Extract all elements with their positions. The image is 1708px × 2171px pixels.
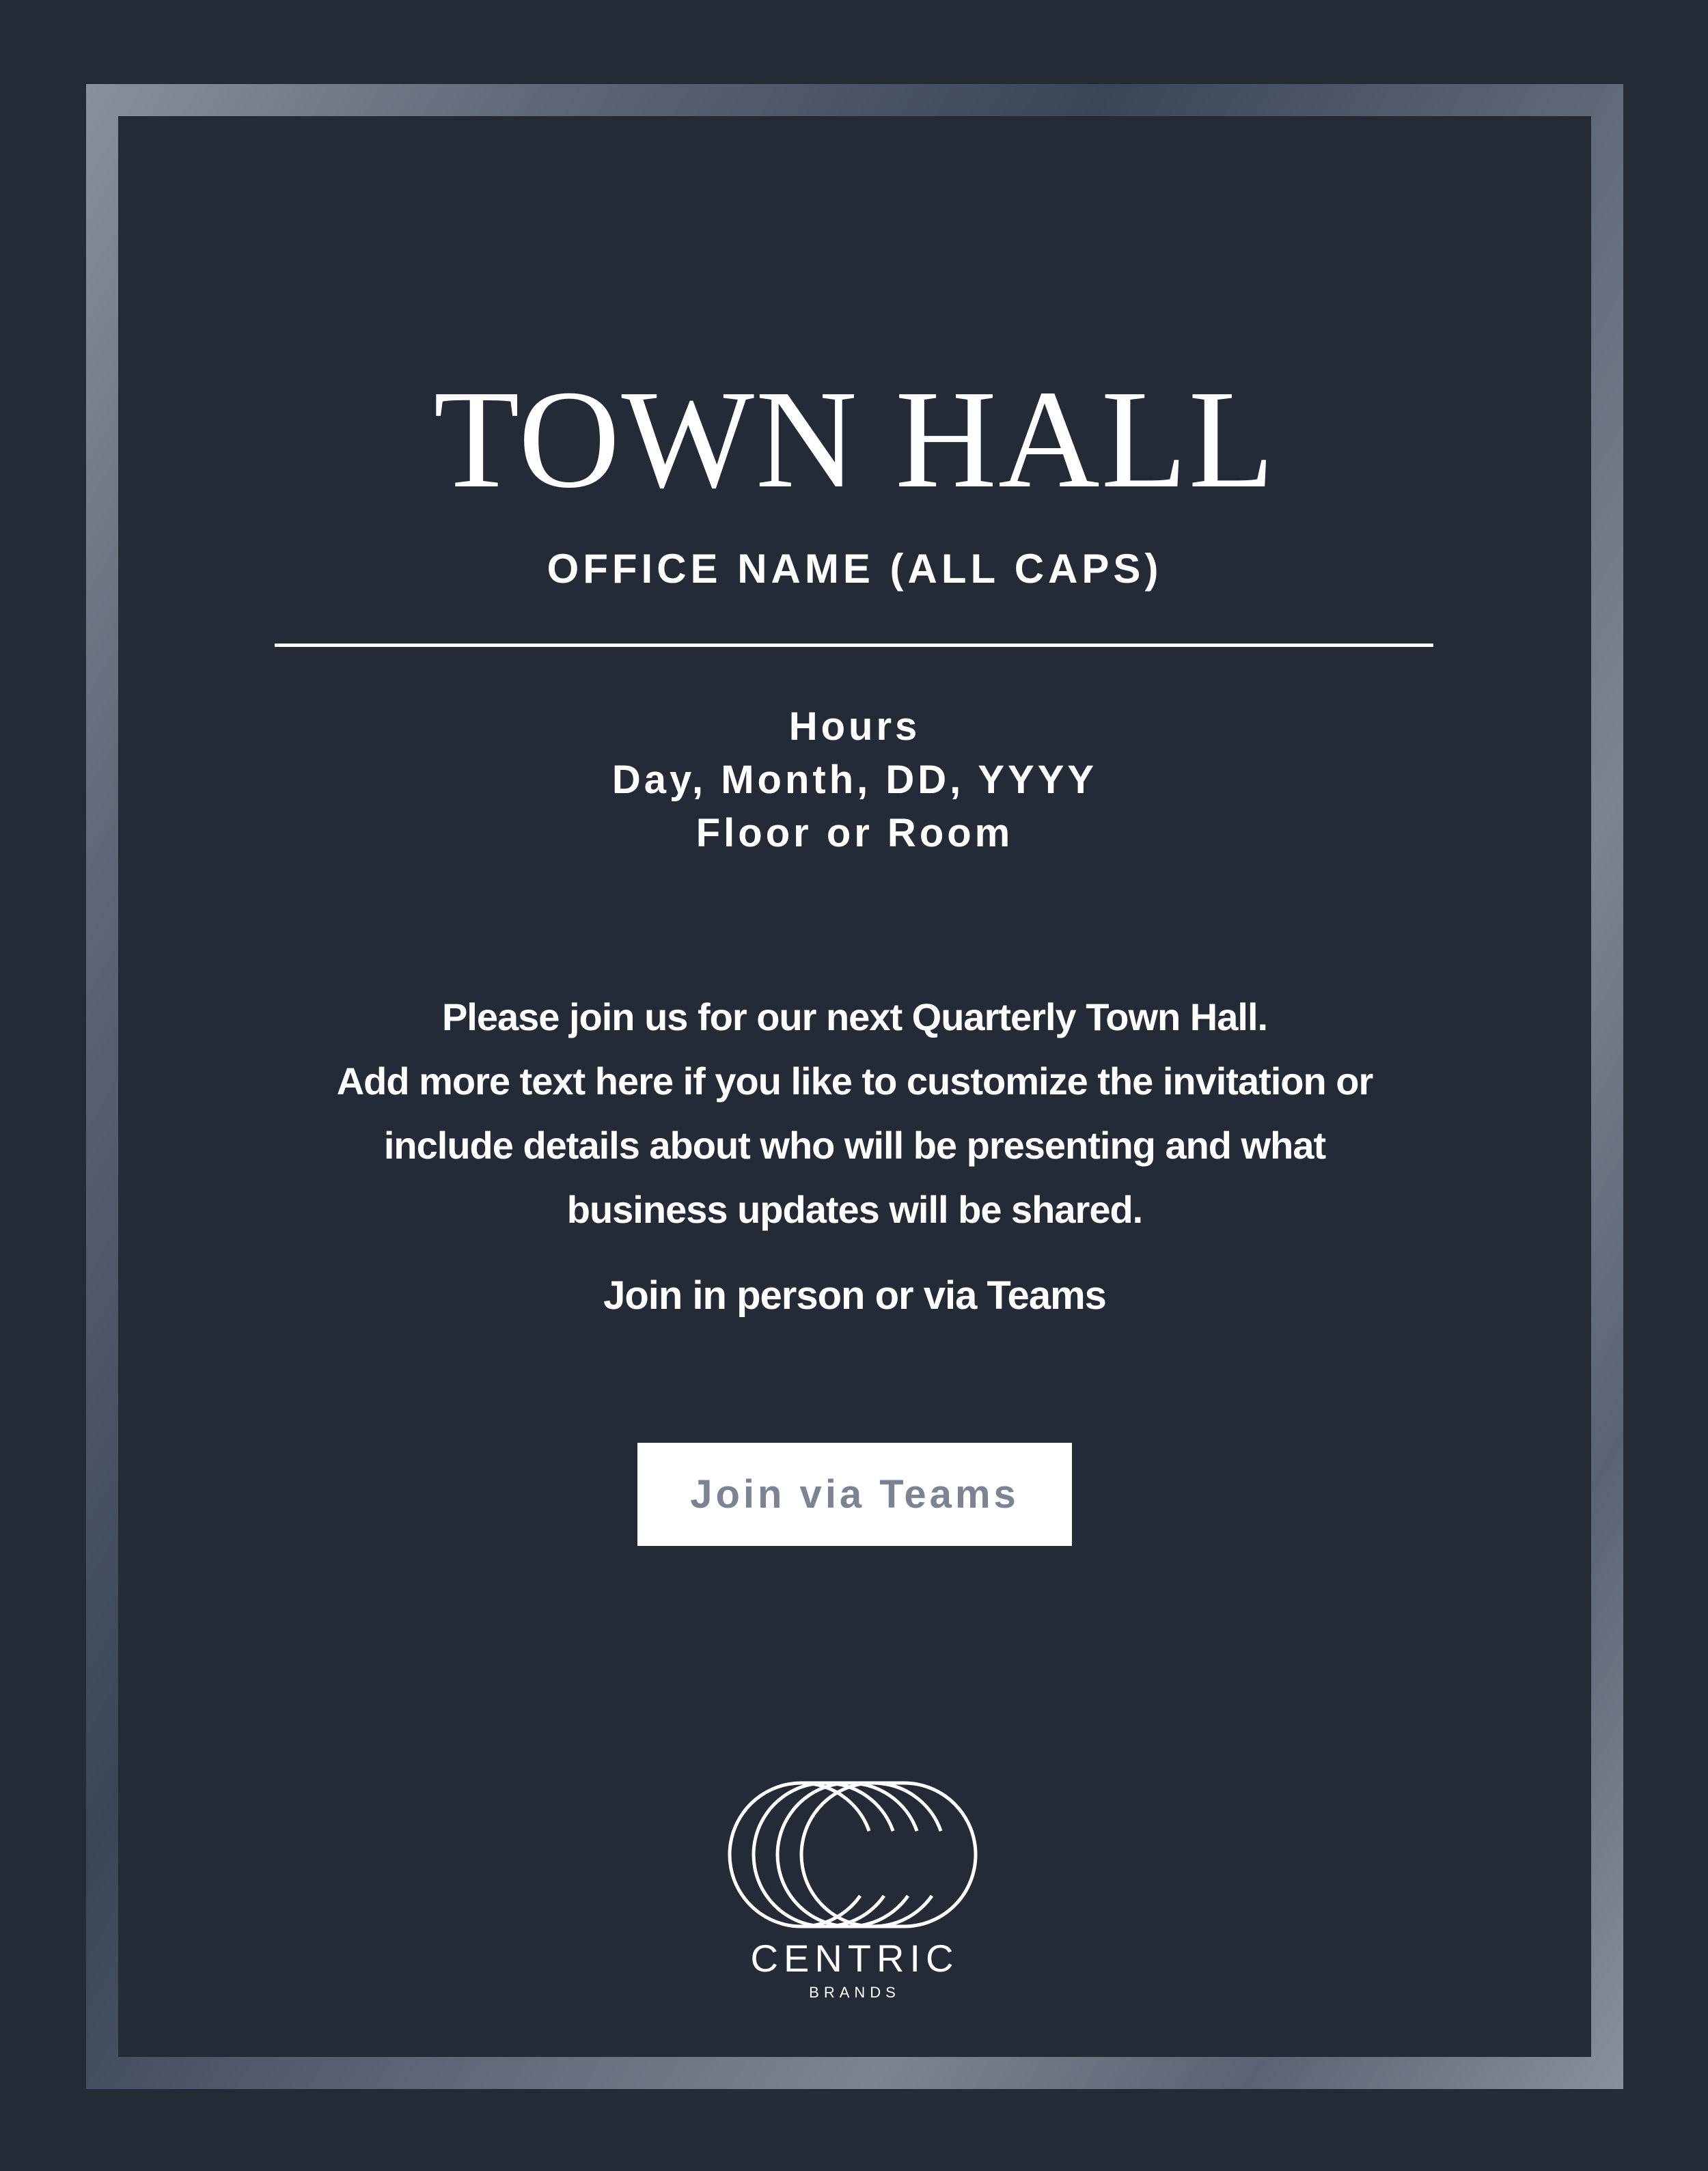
- event-details: [118, 700, 1591, 860]
- gradient-frame: [86, 84, 1623, 2089]
- divider: [275, 644, 1433, 647]
- brand-name: CENTRIC: [750, 1937, 959, 1980]
- join-via-teams-button[interactable]: Join via Teams: [637, 1443, 1072, 1546]
- body-line: Please join us for our next Quarterly Town Hall.: [441, 995, 1268, 1038]
- event-date: Day, Month, DD, YYYY: [611, 758, 1098, 802]
- body-line: include details about who will be presenting and what: [383, 1124, 1326, 1167]
- page-title: TOWN HALL: [433, 361, 1276, 517]
- brand-subtitle: BRANDS: [809, 1984, 900, 2001]
- event-location: Floor or Room: [695, 811, 1014, 855]
- join-note: Join in person or via Teams: [603, 1273, 1106, 1318]
- invitation-body: [118, 985, 1591, 1242]
- invitation-panel: [118, 116, 1591, 2057]
- office-name: OFFICE NAME (ALL CAPS): [547, 546, 1163, 592]
- body-line: business updates will be shared.: [566, 1188, 1143, 1231]
- body-line: Add more text here if you like to customize the invitation or: [336, 1060, 1373, 1103]
- event-hours: Hours: [788, 704, 921, 749]
